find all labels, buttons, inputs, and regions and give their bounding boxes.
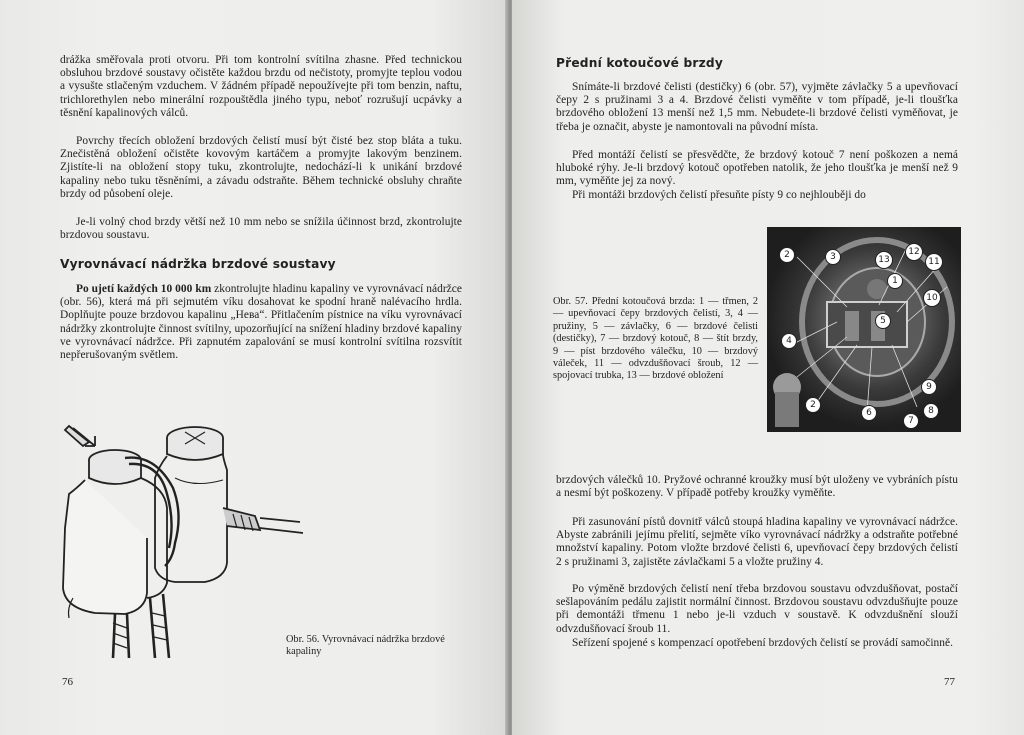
right-paragraph-5: Při zasunování pístů dovnitř válců stoupá hladina kapaliny ve vyrovnávací nádržce. Abyste zabránili jejímu přelití, sejměte víko vyrovnávací nádržky a odstraňte potřebné množství kapaliny. Potom vložte brzdové čelisti 6, upevňovací čepy brzdových čelistí 2 s pružinami 3, zajistěte závlačkami 5 a vložte pružiny 4. bbox=[556, 516, 958, 568]
callout-11: 11 bbox=[925, 253, 943, 271]
left-paragraph-4 bbox=[60, 283, 462, 362]
left-paragraph-1: drážka směřovala proti otvoru. Při tom kontrolní svítilna zhasne. Před technickou obsluhou brzdové soustavy očistěte každou brzdu od nečistoty, promyjte teplou vodou a vysušte stlačeným vzduchem. V žádném případě nepoužívejte při tom benzin, naftu, trichlorethylen nebo minerální rozpouštědla jiného typu, neboť rozrušují ucpávky a těsnění kapalinových válců. bbox=[60, 54, 462, 119]
right-section-heading: Přední kotoučové brzdy bbox=[556, 56, 724, 70]
figure-57-caption: Obr. 57. Přední kotoučová brzda: 1 — třmen, 2 — upevňovací čepy brzdových čelistí, 3, 4 — pružiny, 5 — závlačky, 6 — brzdové čelisti (destičky), 7 — brzdový kotouč, 8 — štít brzdy, 9 — píst brzdového válečku, 10 — brzdový váleček, 11 — odvzdušňovací šroub, 12 — spojovací trubka, 13 — brzdové obložení bbox=[553, 296, 758, 382]
figure-56-caption: Obr. 56. Vyrovnávací nádržka brzdové kapaliny bbox=[286, 634, 445, 658]
callout-2: 2 bbox=[779, 247, 795, 263]
callout-4: 4 bbox=[781, 333, 797, 349]
right-paragraph-1: Snímáte-li brzdové čelisti (destičky) 6 (obr. 57), vyjměte závlačky 5 a upevňovací čepy 2 s pružinami 3 a 4. Brzdové čelisti vyměňte v tom případě, je-li tloušťka brzdového obložení 13 menší než 1,5 mm. Nebudete-li brzdové čelisti vyměňovat, je třeba je označit, abyste je namontovali na původní místa. bbox=[556, 81, 958, 133]
left-section-heading: Vyrovnávací nádržka brzdové soustavy bbox=[60, 257, 336, 271]
right-paragraph-7: Seřízení spojené s kompenzací opotřebení brzdových čelistí se provádí samočinně. bbox=[572, 637, 954, 649]
callout-13: 13 bbox=[875, 251, 893, 269]
page-number-left: 76 bbox=[62, 676, 73, 688]
callout-6: 6 bbox=[861, 405, 877, 421]
right-paragraph-4: brzdových válečků 10. Pryžové ochranné kroužky musí být uloženy ve vybráních pístu a nesmí být poškozeny. V případě potřeby kroužky vyměňte. bbox=[556, 474, 958, 500]
left-paragraph-3: Je-li volný chod brzdy větší než 10 mm nebo se snížila účinnost brzd, zkontrolujte brzdovou soustavu. bbox=[60, 216, 462, 242]
callout-7: 7 bbox=[903, 413, 919, 429]
callout-3: 3 bbox=[825, 249, 841, 265]
callout-5: 5 bbox=[875, 313, 891, 329]
callout-1: 1 bbox=[887, 273, 903, 289]
brake-fluid-reservoir-drawing bbox=[55, 418, 305, 658]
right-paragraph-6: Po výměně brzdových čelistí není třeba brzdovou soustavu odvzdušňovat, postačí sešlapováním pedálu zajistit normální činnost. Brzdovou soustavu odvzdušňujte pouze při demontáži třmenu 1 nebo je-li vzduch v soustavě. K odvzdušnění slouží odvzdušňovací šroub 11. bbox=[556, 583, 958, 635]
photo-callouts bbox=[767, 227, 961, 432]
callout-10: 10 bbox=[923, 289, 941, 307]
callout-8: 8 bbox=[923, 403, 939, 419]
left-paragraph-4-text: zkontrolujte hladinu kapaliny ve vyrovnávací nádržce (obr. 56), která má při sejmutém víku dosahovat ke spodní hraně nalévacího hrdla. Doplňujte pouze brzdovou kapalinu „Нева“. Přitlačením pístnice na víku vyrovnávací nádržky zkontrolujte činnost svítilny, upozorňující na snížení hladiny brzdové kapaliny ve vyrovnávací nádržce. Při zapnutém zapalování se musí kontrolní svítilna rozsvítit nepřerušovaným světlem. bbox=[60, 283, 462, 362]
page-number-right: 77 bbox=[944, 676, 955, 688]
right-paragraph-2: Před montáží čelistí se přesvědčte, že brzdový kotouč 7 není poškozen a nemá hluboké rýhy. Je-li brzdový kotouč opotřeben natolik, že jeho tloušťka je menší než 9 mm, vyměňte jej za nový. bbox=[556, 149, 958, 188]
left-paragraph-4-bold: Po ujetí každých 10 000 km bbox=[76, 283, 212, 295]
left-paragraph-2: Povrchy třecích obložení brzdových čelistí musí být čisté bez stop bláta a tuku. Znečistěná obložení očistěte kovovým kartáčem a promyjte lakovým benzinem. Zjistíte-li na obložení stopy tuku, zkontrolujte, nedochází-li k unikání brzdové kapaliny nebo tuku těsněními, a závadu odstraňte. Během technické obsluhy chraňte brzdy od působení oleje. bbox=[60, 135, 462, 200]
callout-9: 9 bbox=[921, 379, 937, 395]
left-page bbox=[0, 0, 508, 735]
callout-12: 12 bbox=[905, 243, 923, 261]
front-disc-brake-photo bbox=[767, 227, 961, 432]
callout-2b: 2 bbox=[805, 397, 821, 413]
right-paragraph-3: Při montáži brzdových čelistí přesuňte písty 9 co nejhlouběji do bbox=[572, 189, 866, 201]
